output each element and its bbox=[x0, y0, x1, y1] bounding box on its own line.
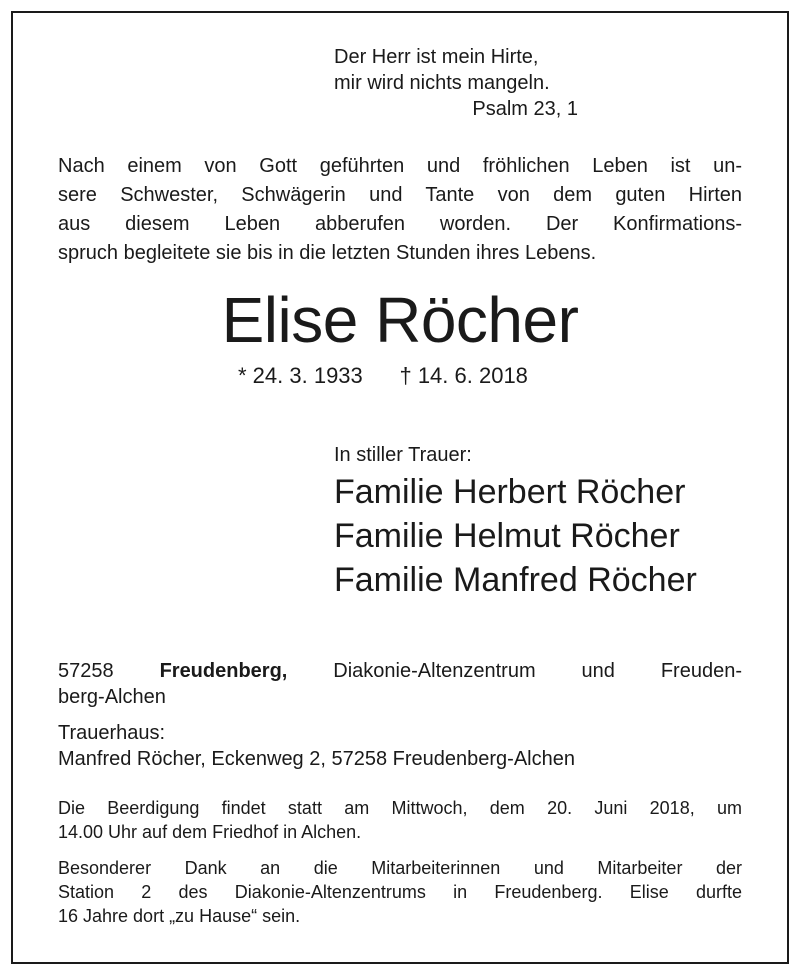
family-name: Familie Helmut Röcher bbox=[334, 517, 680, 555]
thanks-line: Station 2 des Diakonie-Altenzentrums in Freudenberg. Elise durfte bbox=[58, 882, 742, 902]
intro-line: spruch begleitete sie bis in die letzten Stunden ihres Lebens. bbox=[58, 242, 597, 264]
address-line bbox=[58, 658, 742, 684]
mourners-block bbox=[334, 440, 697, 602]
family-name: Familie Manfred Röcher bbox=[334, 561, 697, 599]
address-postcode: 57258 bbox=[58, 660, 114, 682]
thanks-paragraph bbox=[58, 856, 742, 928]
birth-date: * 24. 3. 1933 bbox=[238, 363, 363, 388]
thanks-line: Besonderer Dank an die Mitarbeiterinnen und Mitarbeiter der bbox=[58, 858, 742, 878]
intro-line: aus diesem Leben abberufen worden. Der Konfirmations- bbox=[58, 213, 742, 235]
intro-line: sere Schwester, Schwägerin und Tante von dem guten Hirten bbox=[58, 184, 742, 206]
funeral-line: Die Beerdigung findet statt am Mittwoch, dem 20. Juni 2018, um bbox=[58, 798, 742, 818]
trauerhaus-address: Manfred Röcher, Eckenweg 2, 57258 Freudenberg-Alchen bbox=[58, 748, 575, 770]
address-rest: Diakonie-Altenzentrum und Freuden- bbox=[333, 660, 742, 682]
address-city: Freudenberg, bbox=[159, 660, 288, 682]
address-block bbox=[58, 658, 742, 710]
funeral-line: 14.00 Uhr auf dem Friedhof in Alchen. bbox=[58, 822, 362, 842]
trauerhaus-block bbox=[58, 720, 575, 772]
verse-reference: Psalm 23, 1 bbox=[472, 98, 578, 120]
death-date: † 14. 6. 2018 bbox=[399, 363, 528, 388]
trauerhaus-label: Trauerhaus: bbox=[58, 722, 166, 744]
life-dates bbox=[238, 362, 528, 390]
intro-paragraph bbox=[58, 152, 742, 268]
mourners-heading: In stiller Trauer: bbox=[334, 444, 472, 466]
address-line: berg-Alchen bbox=[58, 686, 166, 708]
intro-line: Nach einem von Gott geführten und fröhlichen Leben ist un- bbox=[58, 155, 742, 177]
verse-line-1: Der Herr ist mein Hirte, bbox=[334, 46, 539, 68]
bible-verse bbox=[334, 44, 578, 122]
deceased-name: Elise Röcher bbox=[221, 284, 579, 356]
verse-line-2: mir wird nichts mangeln. bbox=[334, 72, 550, 94]
family-name: Familie Herbert Röcher bbox=[334, 473, 686, 511]
funeral-info bbox=[58, 796, 742, 844]
thanks-line: 16 Jahre dort „zu Hause“ sein. bbox=[58, 906, 301, 926]
